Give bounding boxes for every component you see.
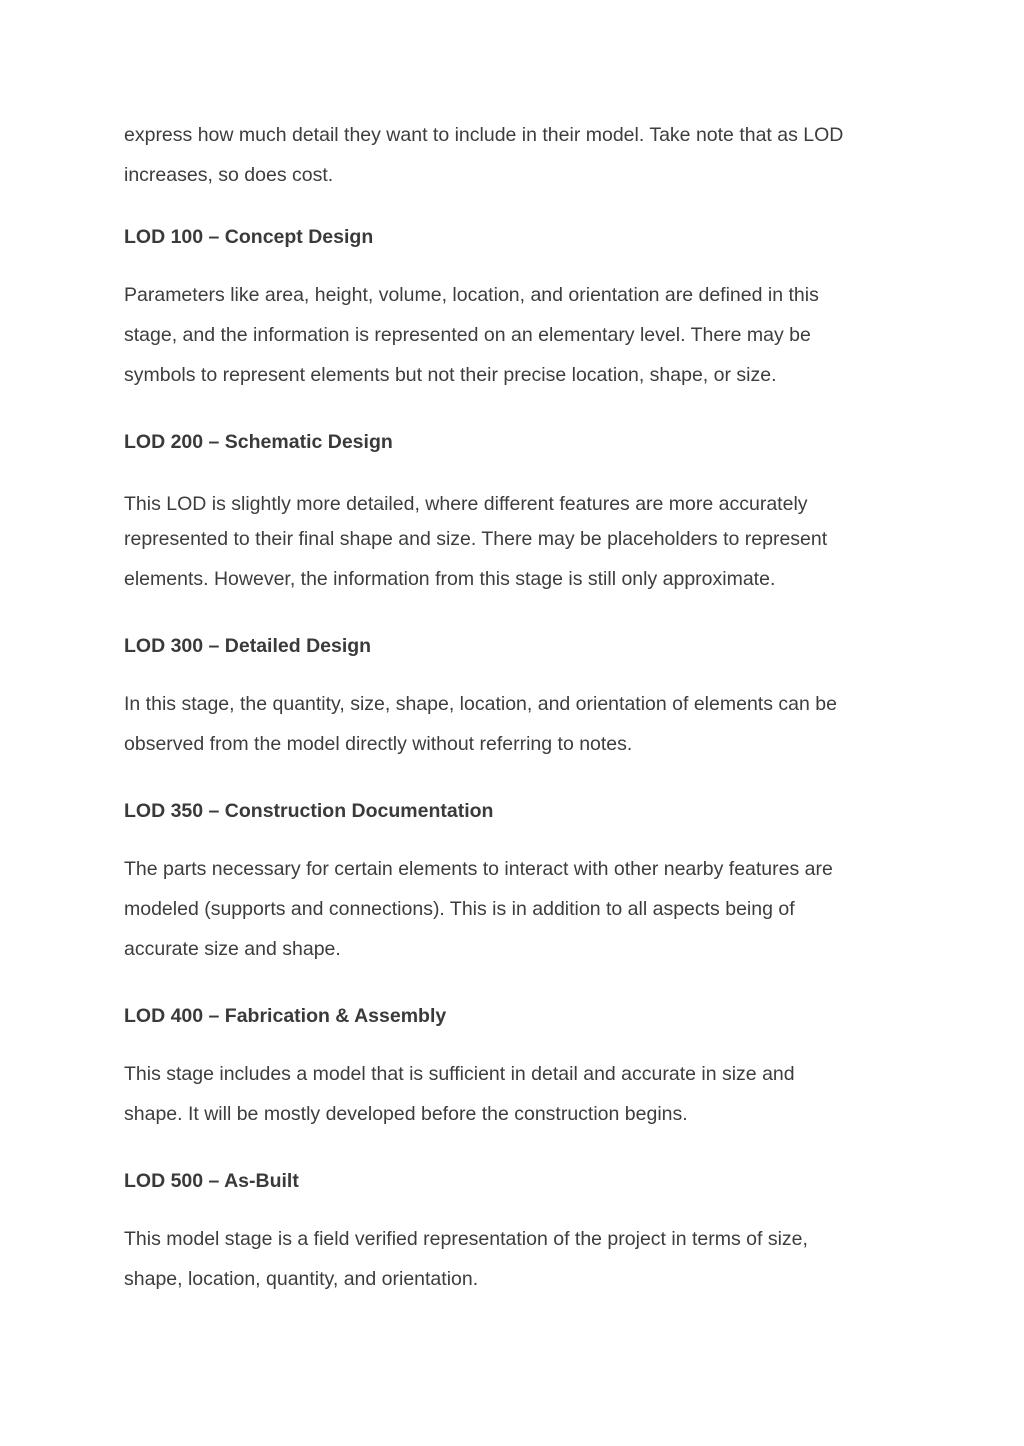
paragraph-line: This LOD is slightly more detailed, where different features are more accurately <box>124 493 808 515</box>
section-heading-lod-300: LOD 300 – Detailed Design <box>124 635 372 657</box>
paragraph-line: accurate size and shape. <box>124 938 341 960</box>
paragraph-line: symbols to represent elements but not their precise location, shape, or size. <box>124 364 777 386</box>
paragraph-line: shape, location, quantity, and orientation. <box>124 1268 479 1290</box>
paragraph-line: modeled (supports and connections). This is in addition to all aspects being of <box>124 898 795 920</box>
paragraph-line: observed from the model directly without referring to notes. <box>124 733 633 755</box>
paragraph-line: stage, and the information is represented on an elementary level. There may be <box>124 324 811 346</box>
section-heading-lod-100: LOD 100 – Concept Design <box>124 226 374 248</box>
paragraph-line: represented to their final shape and size. There may be placeholders to represent <box>124 528 828 550</box>
section-heading-lod-500: LOD 500 – As-Built <box>124 1170 299 1192</box>
intro-line: increases, so does cost. <box>124 164 334 186</box>
paragraph-line: shape. It will be mostly developed before the construction begins. <box>124 1103 688 1125</box>
paragraph-line: Parameters like area, height, volume, location, and orientation are defined in this <box>124 284 819 306</box>
paragraph-line: In this stage, the quantity, size, shape, location, and orientation of elements can be <box>124 693 837 715</box>
section-heading-lod-350: LOD 350 – Construction Documentation <box>124 800 494 822</box>
section-heading-lod-200: LOD 200 – Schematic Design <box>124 431 393 453</box>
paragraph-line: The parts necessary for certain elements to interact with other nearby features are <box>124 858 833 880</box>
paragraph-line: This stage includes a model that is sufficient in detail and accurate in size and <box>124 1063 795 1085</box>
paragraph-line: This model stage is a field verified representation of the project in terms of size, <box>124 1228 808 1250</box>
paragraph-line: elements. However, the information from this stage is still only approximate. <box>124 568 776 590</box>
intro-line: express how much detail they want to include in their model. Take note that as LOD <box>124 124 844 146</box>
section-heading-lod-400: LOD 400 – Fabrication & Assembly <box>124 1005 447 1027</box>
